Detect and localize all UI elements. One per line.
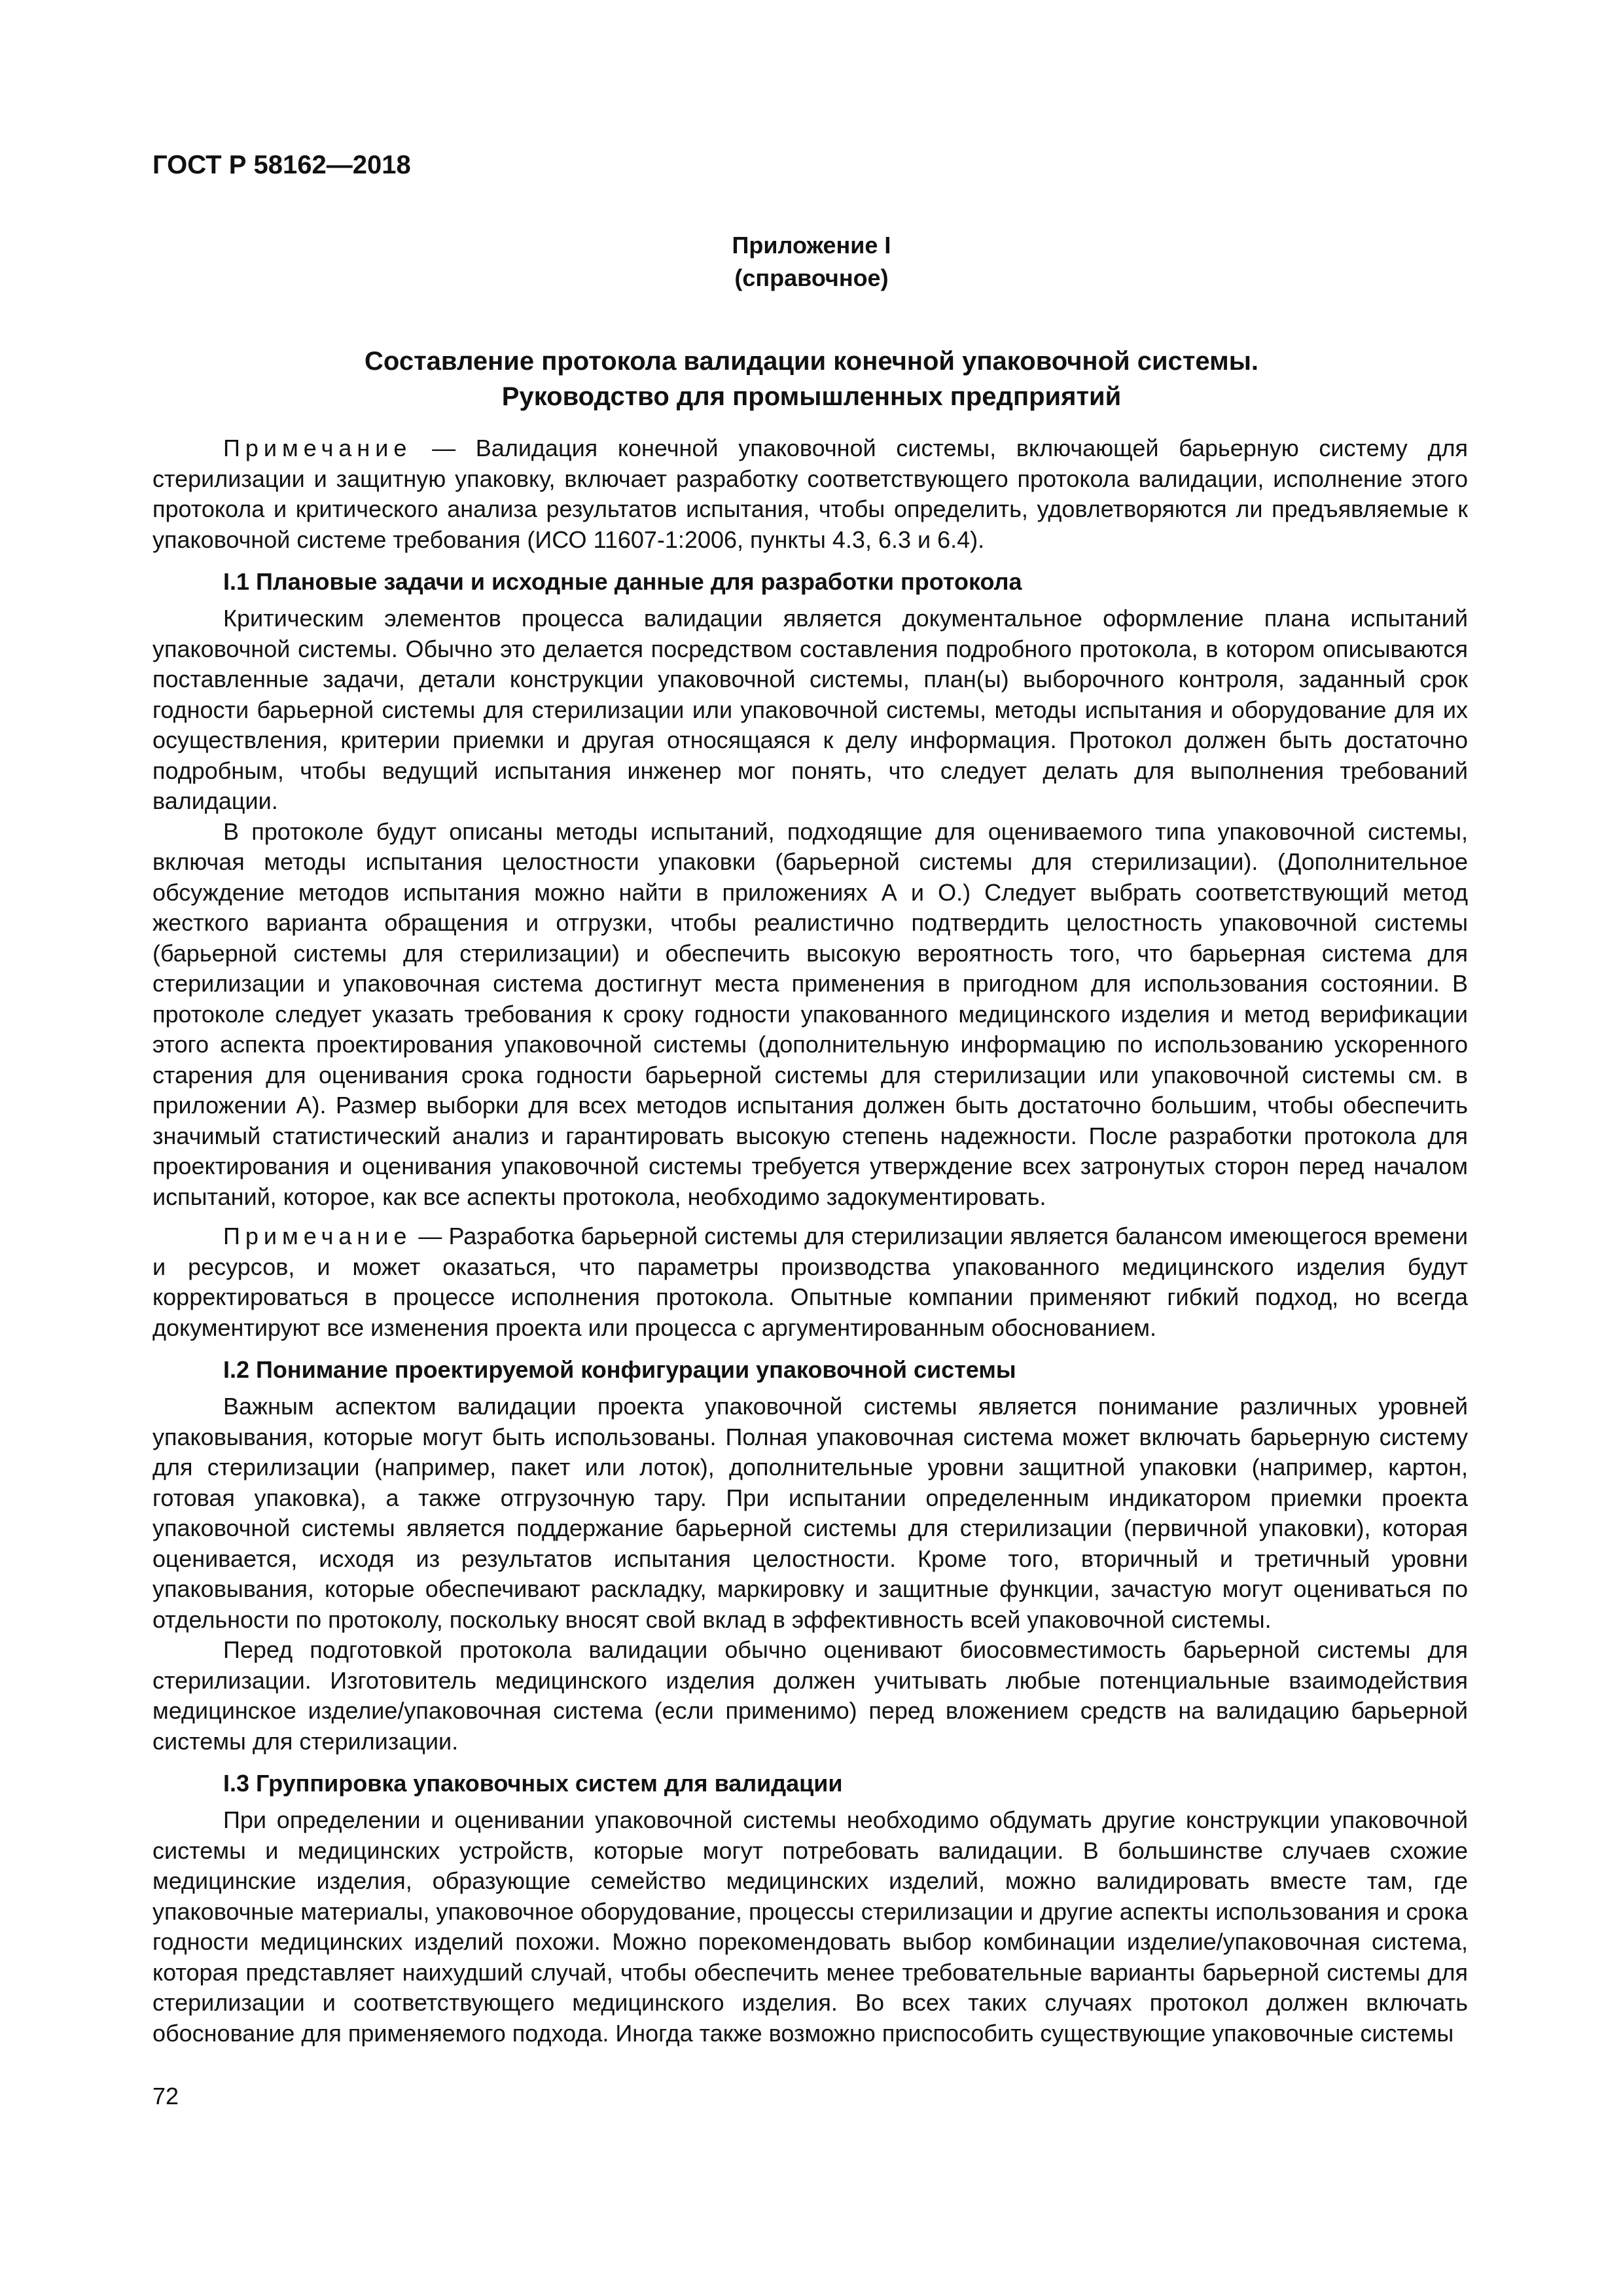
title-line-1: Составление протокола валидации конечной упаковочной системы. [365,347,1258,376]
appendix-type: (справочное) [734,264,889,291]
title-line-2: Руководство для промышленных предприятий [501,382,1122,411]
document-code: ГОСТ Р 58162—2018 [152,151,411,179]
section-heading: I.3 Группировка упаковочных систем для валидации [223,1770,843,1797]
note-label: Примечание [223,435,412,461]
appendix-title [152,344,1471,414]
note-dash: — [412,1223,449,1249]
page-number: 72 [152,2083,179,2109]
appendix-label: Приложение I [732,232,891,259]
note-text: Разработка барьерной системы для стерилизации является балансом имеющегося времени и ресурсов, и может оказаться, что параметры производства упакованного медицинского изделия будут корректироваться в процессе исполнения протокола. Опытные компании применяют гибкий подход, но всегда документируют все изменения проекта или процесса с аргументированным обоснованием. [152,1223,1468,1341]
note-text: Валидация конечной упаковочной системы, включающей барьерную систему для стерилизации и защитную упаковку, включает разработку соответствующего протокола валидации, исполнение этого протокола и критического анализа результатов испытания, чтобы определить, удовлетворяются ли предъявляемые к упаковочной системе требования (ИСО 11607-1:2006, пункты 4.3, 6.3 и 6.4). [152,435,1468,553]
paragraph: Перед подготовкой протокола валидации обычно оценивают биосовместимость барьерной системы для стерилизации. Изготовитель медицинского изделия должен учитывать любые потенциальные взаимодействия медицинское изделие/упаковочная система (если применимо) перед вложением средств на валидацию барьерной системы для стерилизации. [152,1636,1468,1755]
section-note [152,1221,1468,1343]
paragraph: В протоколе будут описаны методы испытаний, подходящие для оцениваемого типа упаковочной системы, включая методы испытания целостности упаковки (барьерной системы для стерилизации). (Дополнительное обсуждение методов испытания можно найти в приложениях А и О.) Следует выбрать соответствующий метод жесткого варианта обращения и отгрузки, чтобы реалистично подтвердить целостность упаковочной системы (барьерной системы для стерилизации) и обеспечить высокую вероятность того, что барьерная система для стерилизации и упаковочная система достигнут места применения в пригодном для использования состоянии. В протоколе следует указать требования к сроку годности упакованного медицинского изделия и метод верификации этого аспекта проектирования упаковочной системы (дополнительную информацию по использованию ускоренного старения для оценивания срока годности барьерной системы для стерилизации или упаковочной системы см. в приложении А). Размер выборки для всех методов испытания должен быть достаточно большим, чтобы обеспечить значимый статистический анализ и гарантировать высокую степень надежности. После разработки протокола для проектирования и оценивания упаковочной системы требуется утверждение всех затронутых сторон перед началом испытаний, которое, как все аспекты протокола, необходимо задокументировать. [152,817,1468,1210]
note-dash: — [412,435,476,461]
appendix-heading [152,229,1471,295]
paragraph: Критическим элементов процесса валидации является документальное оформление плана испытаний упаковочной системы. Обычно это делается посредством составления подробного протокола, в котором описываются поставленные задачи, детали конструкции упаковочной системы, план(ы) выборочного контроля, заданный срок годности барьерной системы для стерилизации или упаковочной системы, методы испытания и оборудование для их осуществления, критерии приемки и другая относящаяся к делу информация. Протокол должен быть достаточно подробным, чтобы ведущий испытания инженер мог понять, что следует делать для выполнения требований валидации. [152,605,1468,814]
paragraph: При определении и оценивании упаковочной системы необходимо обдумать другие конструкции упаковочной системы и медицинских устройств, которые могут потребовать валидации. В большинстве случаев схожие медицинские изделия, образующие семейство медицинских изделий, можно валидировать вместе там, где упаковочные материалы, упаковочное оборудование, процессы стерилизации и другие аспекты использования и срока годности медицинских изделий похожи. Можно порекомендовать выбор комбинации изделие/упаковочная система, которая представляет наихудший случай, чтобы обеспечить менее требовательные варианты барьерной системы для стерилизации и соответствующего медицинского изделия. Во всех таких случаях протокол должен включать обоснование для применяемого подхода. Иногда также возможно приспособить существующие упаковочные системы [152,1806,1468,2047]
document-body [152,433,1468,2049]
section-heading: I.2 Понимание проектируемой конфигурации упаковочной системы [223,1356,1016,1383]
note-intro [152,433,1468,555]
section-heading: I.1 Плановые задачи и исходные данные для разработки протокола [223,568,1022,595]
note-label: Примечание [223,1223,412,1249]
paragraph: Важным аспектом валидации проекта упаковочной системы является понимание различных уровней упаковывания, которые могут быть использованы. Полная упаковочная система может включать барьерную систему для стерилизации (например, пакет или лоток), дополнительные уровни защитной упаковки (например, картон, готовая упаковка), а также отгрузочную тару. При испытании определенным индикатором приемки проекта упаковочной системы является поддержание барьерной системы для стерилизации (первичной упаковки), которая оценивается, исходя из результатов испытания целостности. Кроме того, вторичный и третичный уровни упаковывания, которые обеспечивают раскладку, маркировку и защитные функции, зачастую могут оцениваться по отдельности по протоколу, поскольку вносят свой вклад в эффективность всей упаковочной системы. [152,1393,1468,1633]
